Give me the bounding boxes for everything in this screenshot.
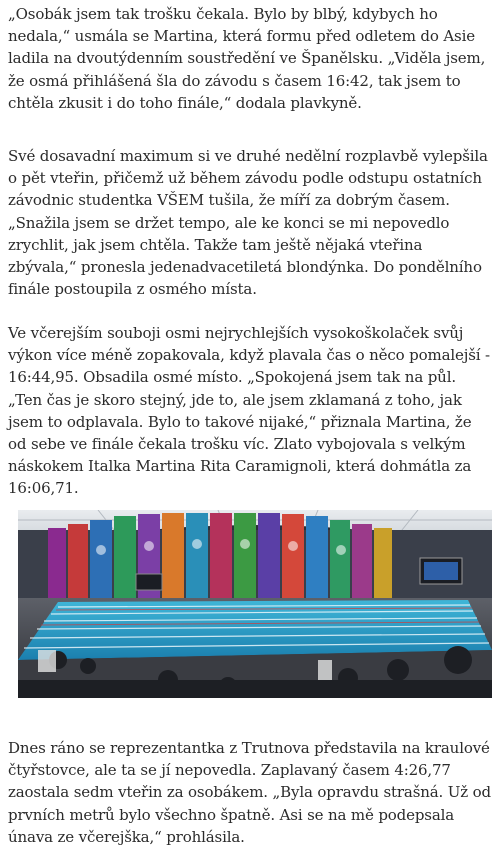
pool-illustration — [18, 510, 492, 698]
article-paragraph-2: Své dosavadní maximum si ve druhé nedělní rozplavbě vylepšila o pět vteřin, přičemž už během závodu podle odstupu ostatních závodnic studentka VŠEM tušila, že míří za dobrým časem. „Snažila jsem se držet tempo, ale ke konci se mi nepovedlo zrychlit, jak jsem chtěla. Takže tam ještě nějaká vteřina zbývala,“ pronesla jedenadvacetiletá blondýnka. Do pondělního finále postoupila z osmého místa. — [8, 147, 488, 299]
article-paragraph-1: „Osobák jsem tak trošku čekala. Bylo by blbý, kdybych ho nedala,“ usmála se Martina, která formu před odletem do Asie ladila na dvoutýdenním soustředění ve Španělsku. „Viděla jsem, že osmá přihlášená šla do závodu s časem 16:42, tak jsem to chtěla zkusit i do toho finále,“ dodala plavkyně. — [8, 5, 486, 112]
article-paragraph-3: Ve včerejším souboji osmi nejrychlejších vysokoškolaček svůj výkon více méně zopakovala, když plavala čas o něco pomalejší - 16:44,95. Obsadila osmé místo. „Spokojená jsem tak na půl. „Ten čas je skoro stejný, jde to, ale jsem zklamaná z toho, jak jsem to odplavala. Bylo to takové nijaké,“ přiznala Martina, že od sebe ve finále čekala trošku víc. Zlato vybojovala s velkým náskokem Italka Martina Rita Caramignoli, která dohmátla za 16:06,71. — [8, 324, 490, 498]
article-paragraph-4: Dnes ráno se reprezentantka z Trutnova představila na kraulové čtyřstovce, ale ta se jí nepovedla. Zaplavaný časem 4:26,77 zaostala sedm vteřin za osobákem. „Byla opravdu strašná. Už od prvních metrů bylo všechno špatně. Asi se na mě podepsala únava ze včerejška,“ prohlásila. — [8, 739, 491, 846]
swimming-pool-photo — [18, 510, 492, 698]
